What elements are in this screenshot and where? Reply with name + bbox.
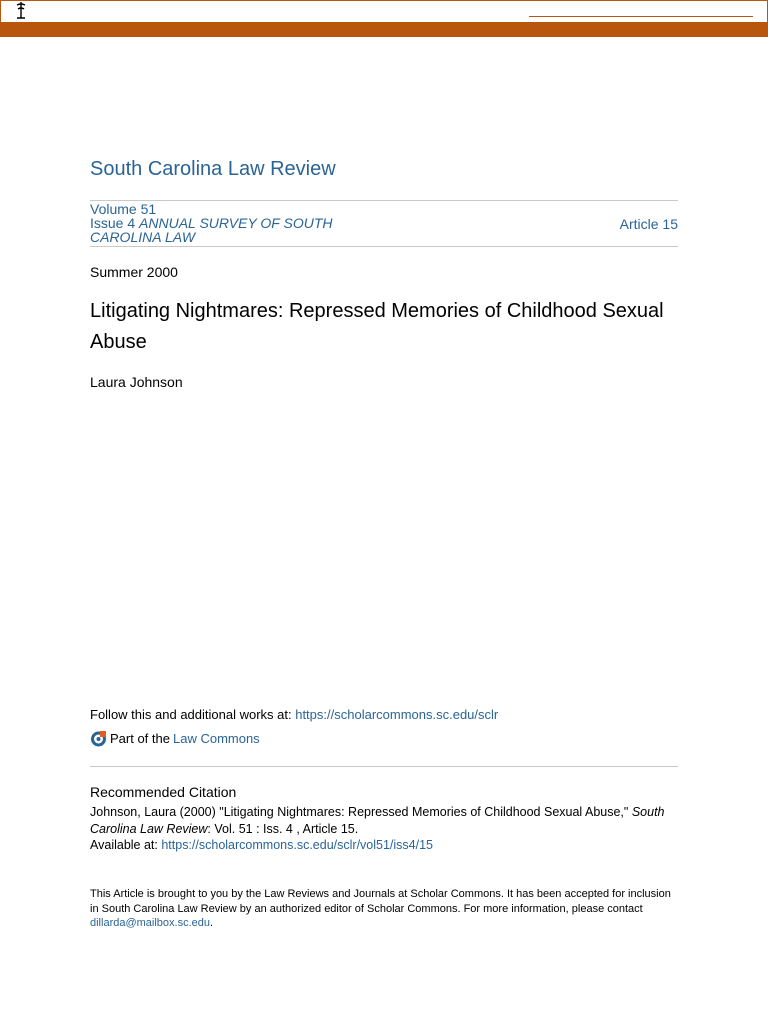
citation-text-before: Johnson, Laura (2000) "Litigating Nightmares: Repressed Memories of Childhood Sexual Abuse," [90,805,632,819]
article-number-link[interactable]: Article 15 [619,216,678,232]
citation-journal: South Carolina Law Review [90,805,665,836]
part-of-prefix: Part of the [110,731,170,746]
header-bar [0,0,768,37]
volume-link[interactable]: Volume 51 [90,201,157,217]
access-notice [90,887,680,931]
available-prefix: Available at: [90,838,162,852]
divider [90,766,678,767]
citation-heading: Recommended Citation [90,784,237,800]
law-commons-link[interactable]: Law Commons [172,731,260,746]
available-at-line [90,838,433,852]
issue-link[interactable] [90,215,333,245]
issue-name: ANNUAL SURVEY OF SOUTH CAROLINA LAW [90,215,333,245]
network-commons-icon [90,730,107,747]
article-author: Laura Johnson [90,374,183,390]
issue-info [90,202,390,244]
follow-link[interactable]: https://scholarcommons.sc.edu/sclr [295,707,499,722]
notice-text: This Article is brought to you by the Law Reviews and Journals at Scholar Commons. It has been accepted for inclusion in South Carolina Law Review by an authorized editor of Scholar Commons. For more information, please contact [90,888,671,915]
article-title: Litigating Nightmares: Repressed Memories of Childhood Sexual Abuse [90,300,664,353]
publication-season: Summer 2000 [90,264,178,280]
contact-email-link[interactable]: dillarda@mailbox.sc.edu [90,917,211,929]
part-of-line [90,730,260,747]
notice-end: . [210,917,214,929]
issue-prefix: Issue 4 [90,215,136,231]
divider [90,246,678,247]
available-link[interactable]: https://scholarcommons.sc.edu/sclr/vol51/iss4/15 [161,838,434,852]
university-logo-icon[interactable] [14,1,28,19]
header-white-band [0,0,768,22]
follow-line [90,707,498,722]
citation-text-after: : Vol. 51 : Iss. 4 , Article 15. [207,822,359,836]
header-orange-band [0,22,768,37]
follow-prefix: Follow this and additional works at: [90,707,296,722]
header-rule [529,16,753,17]
journal-title-link[interactable]: South Carolina Law Review [90,158,336,180]
citation-text [90,804,680,838]
divider [90,200,678,201]
